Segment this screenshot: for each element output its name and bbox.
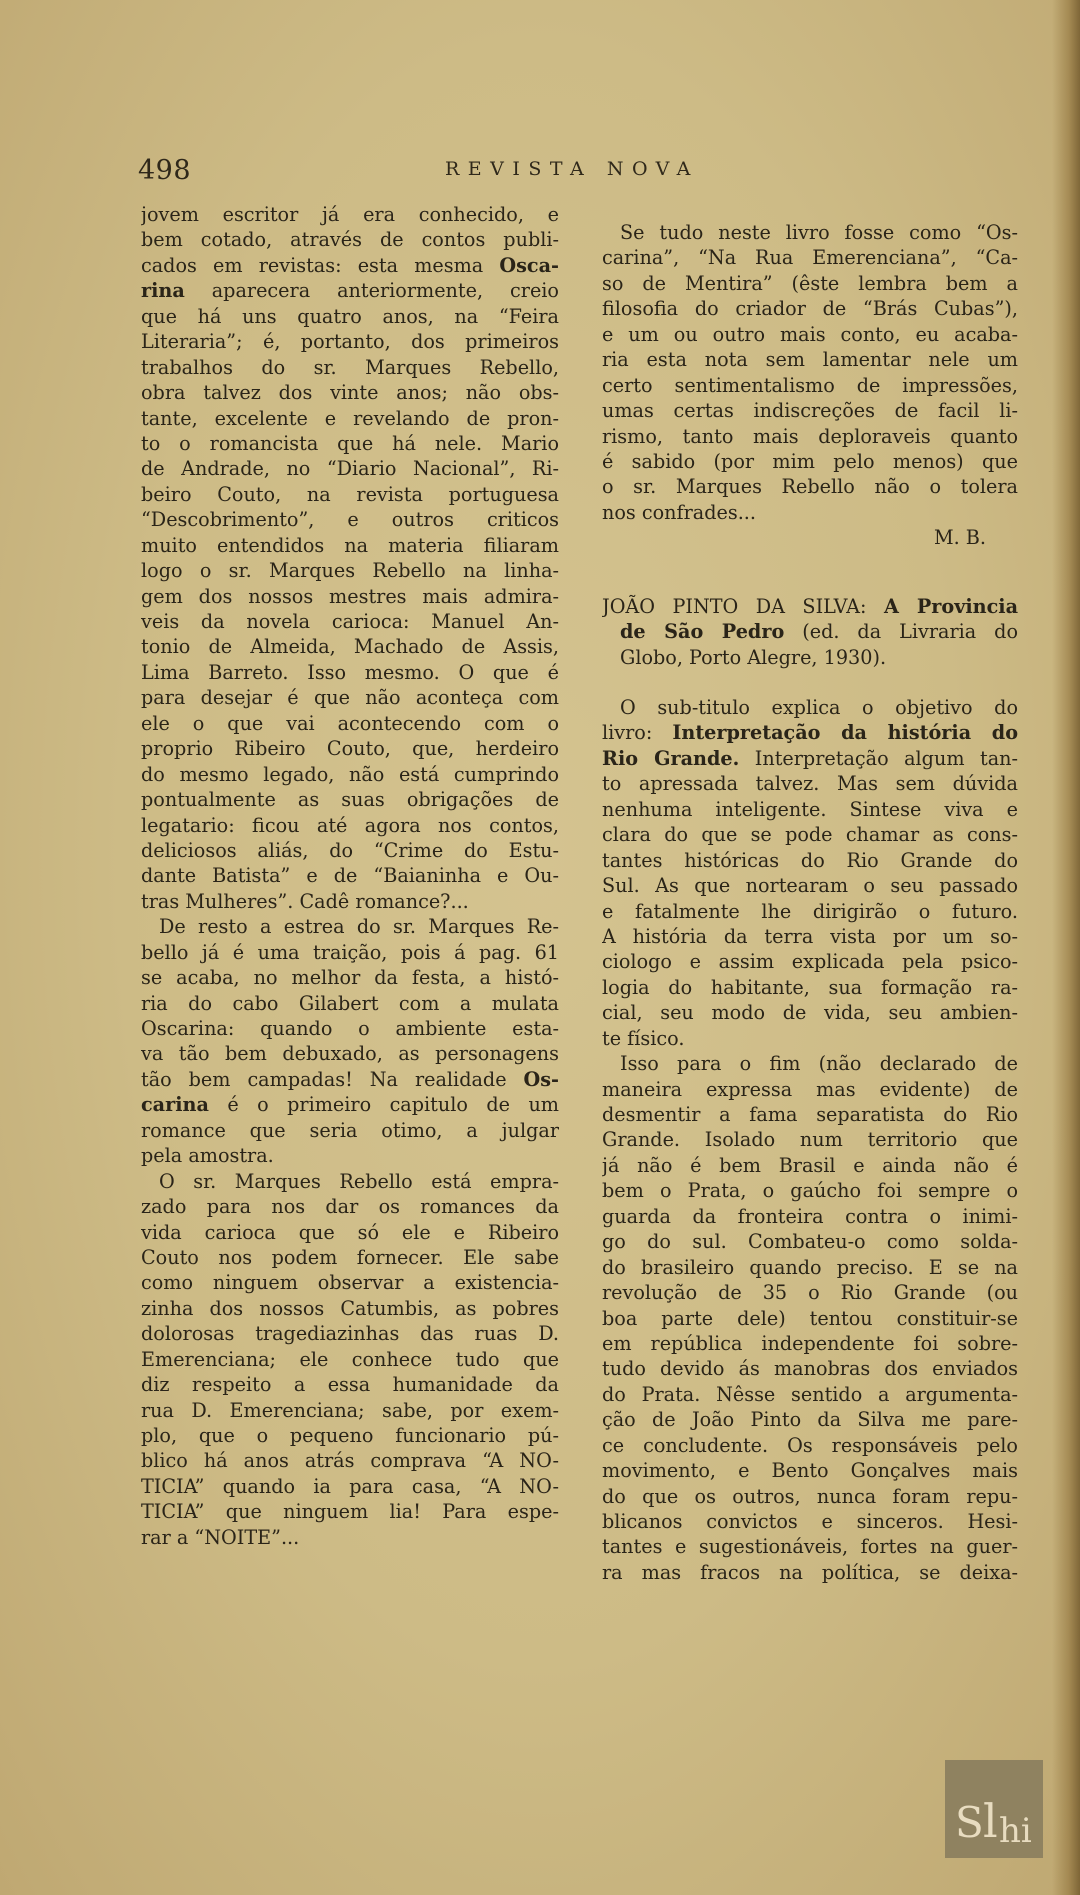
text-line: [141, 1194, 559, 1219]
text-line: [602, 899, 1018, 924]
text-run: tão bem campadas! Na realidade: [141, 1067, 524, 1091]
text-line: [141, 1041, 559, 1066]
text-run: ele o que vai acontecendo com o: [141, 711, 559, 735]
text-run: Oscarina: quando o ambiente esta-: [141, 1017, 559, 1040]
text-run: do mesmo legado, não está cumprindo: [141, 762, 559, 786]
text-line: [141, 202, 559, 227]
bold-run: rina: [141, 279, 185, 303]
text-line: [602, 500, 1018, 525]
text-run: que há uns quatro anos, na “Feira: [141, 304, 559, 328]
text-line: [141, 558, 559, 583]
text-run: Isso para o fim (não declarado de: [620, 1052, 1018, 1076]
text-run: so de Mentira” (êste lembra bem a: [602, 271, 1018, 295]
text-run: certo sentimentalismo de impressões,: [602, 373, 1018, 397]
text-run: blicanos convictos e sinceros. Hesi-: [602, 1510, 1018, 1533]
text-run: é sabido (por mim pelo menos) que: [602, 449, 1018, 473]
text-run: diz respeito a essa humanidade da: [141, 1373, 559, 1397]
text-line: [141, 584, 559, 609]
text-run: beiro Couto, na revista portuguesa: [141, 482, 559, 506]
text-line: [141, 1474, 559, 1499]
text-line: [141, 1169, 559, 1194]
text-run: bem o Prata, o gaúcho foi sempre o: [602, 1179, 1018, 1203]
text-run: Se tudo neste livro fosse como “Os-: [620, 221, 1018, 244]
text-line: [141, 533, 559, 558]
page-number: 498: [138, 155, 192, 186]
text-run: livro:: [602, 721, 673, 745]
right-column: [602, 220, 1018, 1585]
text-line: [602, 1382, 1018, 1407]
text-run: do brasileiro quando preciso. E se na: [602, 1255, 1018, 1279]
text-run: logo o sr. Marques Rebello na linha-: [141, 559, 559, 583]
text-line: [141, 685, 559, 710]
text-run: já não é bem Brasil e ainda não é: [602, 1153, 1018, 1177]
text-run: bem cotado, através de contos publi-: [141, 228, 559, 252]
text-line: [602, 245, 1018, 270]
bold-run: Osca-: [499, 253, 559, 277]
text-line: [141, 1143, 559, 1168]
text-line: [602, 720, 1018, 745]
bold-run: Rio Grande.: [602, 746, 740, 770]
text-line: [141, 762, 559, 787]
text-line: [141, 1423, 559, 1448]
text-line: [602, 822, 1018, 847]
text-line: [141, 278, 559, 303]
text-line: [602, 474, 1018, 499]
text-line: [602, 975, 1018, 1000]
text-line: [141, 609, 559, 634]
text-line: [602, 1077, 1018, 1102]
text-run: filosofia do criador de “Brás Cubas”),: [602, 297, 1018, 321]
text-run: guarda da fronteira contra o inimi-: [602, 1204, 1018, 1228]
text-run: go do sul. Combateu-o como solda-: [602, 1230, 1018, 1254]
text-run: bello já é uma traição, pois á pag. 61: [141, 940, 559, 964]
text-run: TICIA” que ninguem lia! Para espe-: [141, 1500, 559, 1524]
text-run: jovem escritor já era conhecido, e: [141, 203, 559, 226]
text-run: O sr. Marques Rebello está empra-: [159, 1169, 559, 1193]
text-run: tantes históricas do Rio Grande do: [602, 848, 1018, 872]
text-line: [141, 1118, 559, 1143]
text-run: JOÃO PINTO DA SILVA:: [602, 594, 884, 618]
text-run: zinha dos nossos Catumbis, as pobres: [141, 1296, 559, 1320]
text-line: [602, 1178, 1018, 1203]
text-line: [141, 634, 559, 659]
text-line: [602, 296, 1018, 321]
text-line: [602, 1280, 1018, 1305]
text-line: [602, 398, 1018, 423]
text-line: [141, 991, 559, 1016]
text-run: cados em revistas: esta mesma: [141, 253, 500, 277]
text-line: [602, 1407, 1018, 1432]
text-run: dante Batista” e de “Baianinha e Ou-: [141, 864, 559, 888]
text-run: tantes e sugestionáveis, fortes na guer-: [602, 1535, 1018, 1559]
text-run: pela amostra.: [141, 1144, 274, 1168]
text-run: trabalhos do sr. Marques Rebello,: [141, 355, 559, 379]
text-run: rismo, tanto mais deploraveis quanto: [602, 424, 1018, 448]
text-line: [141, 1067, 559, 1092]
text-line: [141, 838, 559, 863]
text-run: carina”, “Na Rua Emerenciana”, “Ca-: [602, 246, 1018, 270]
text-run: nenhuma inteligente. Sintese viva e: [602, 797, 1018, 821]
text-run: va tão bem debuxado, as personagens: [141, 1042, 559, 1066]
text-line: [141, 787, 559, 812]
text-line: [141, 1270, 559, 1295]
text-run: Globo, Porto Alegre, 1930).: [620, 645, 887, 669]
text-line: [602, 1000, 1018, 1025]
text-line: [141, 355, 559, 380]
text-line: [141, 1398, 559, 1423]
left-column-text: [141, 202, 559, 1550]
text-run: para desejar é que não aconteça com: [141, 686, 559, 710]
text-run: legatario: ficou até agora nos contos,: [141, 813, 559, 837]
text-line: [602, 1127, 1018, 1152]
bold-run: Interpretação da história do: [672, 721, 1018, 745]
review-conclusion: [602, 220, 1018, 525]
text-run: se acaba, no melhor da festa, a histó-: [141, 966, 559, 990]
text-run: muito entendidos na materia filiaram: [141, 533, 559, 557]
text-line: [141, 1016, 559, 1041]
left-column: [141, 202, 559, 1550]
text-run: zado para nos dar os romances da: [141, 1195, 559, 1219]
text-run: e fatalmente lhe dirigirão o futuro.: [602, 899, 1018, 923]
text-run: O sub-titulo explica o objetivo do: [620, 696, 1018, 719]
text-run: e um ou outro mais conto, eu acaba-: [602, 322, 1018, 346]
text-run: boa parte dele) tentou constituir-se: [602, 1306, 1018, 1330]
text-line: [602, 449, 1018, 474]
text-run: do Prata. Nêsse sentido a argumenta-: [602, 1382, 1018, 1406]
text-run: rua D. Emerenciana; sabe, por exem-: [141, 1398, 559, 1422]
text-line: [602, 1051, 1018, 1076]
text-run: gem dos nossos mestres mais admira-: [141, 584, 559, 608]
text-run: TICIA” quando ia para casa, “A NO-: [141, 1474, 559, 1498]
text-run: Sul. As que nortearam o seu passado: [602, 874, 1018, 898]
review-body: [602, 695, 1018, 1585]
text-line: [602, 1484, 1018, 1509]
text-line: [141, 380, 559, 405]
text-line: [602, 322, 1018, 347]
text-line: [602, 271, 1018, 296]
section-gap: [602, 551, 1018, 576]
text-line: [141, 507, 559, 532]
text-line: [141, 1296, 559, 1321]
text-line: [141, 660, 559, 685]
text-line: [602, 924, 1018, 949]
text-line: [141, 1499, 559, 1524]
text-line: [141, 304, 559, 329]
text-line: [602, 873, 1018, 898]
text-line: [602, 797, 1018, 822]
text-line: [141, 406, 559, 431]
bold-run: A Provincia: [883, 594, 1018, 618]
text-run: Couto nos podem fornecer. Ele sabe: [141, 1245, 559, 1269]
text-run: é o primeiro capitulo de um: [208, 1093, 559, 1117]
logo-letter-s: S: [955, 1798, 984, 1847]
text-line: [602, 1204, 1018, 1229]
logo-letter-l: l: [983, 1794, 998, 1848]
text-line: [602, 645, 1018, 670]
text-line: [602, 1229, 1018, 1254]
text-run: clara do que se pode chamar as cons-: [602, 823, 1018, 847]
text-line: [141, 813, 559, 838]
text-run: o sr. Marques Rebello não o tolera: [602, 475, 1018, 499]
text-run: do que os outros, nunca foram repu-: [602, 1484, 1018, 1508]
text-run: De resto a estrea do sr. Marques Re-: [159, 915, 559, 939]
text-line: [141, 1372, 559, 1397]
text-line: [141, 253, 559, 278]
text-run: proprio Ribeiro Couto, que, herdeiro: [141, 737, 559, 761]
text-run: blico há anos atrás comprava “A NO-: [141, 1449, 559, 1473]
text-line: [141, 711, 559, 736]
text-line: [602, 220, 1018, 245]
text-line: [141, 940, 559, 965]
text-run: obra talvez dos vinte anos; não obs-: [141, 381, 559, 405]
text-line: [602, 1102, 1018, 1127]
text-run: nos confrades...: [602, 500, 757, 524]
text-run: umas certas indiscreções de facil li-: [602, 399, 1018, 423]
text-run: to o romancista que há nele. Mario: [141, 431, 559, 455]
text-run: revolução de 35 o Rio Grande (ou: [602, 1281, 1018, 1305]
text-run: Literaria”; é, portanto, dos primeiros: [141, 330, 559, 354]
text-line: [602, 619, 1018, 644]
text-run: “Descobrimento”, e outros criticos: [141, 508, 559, 532]
text-line: [141, 1321, 559, 1346]
text-line: [602, 949, 1018, 974]
text-line: [141, 1347, 559, 1372]
bold-run: carina: [141, 1093, 209, 1117]
text-run: como ninguem observar a existencia-: [141, 1271, 559, 1295]
text-run: Emerenciana; ele conhece tudo que: [141, 1347, 559, 1371]
text-line: [602, 1026, 1018, 1051]
text-run: Interpretação algum tan-: [739, 746, 1018, 770]
text-run: veis da novela carioca: Manuel An-: [141, 610, 559, 633]
text-line: [602, 1534, 1018, 1559]
section-gap: [602, 576, 1018, 594]
page-edge-shadow: [1052, 0, 1080, 1895]
text-run: tonio de Almeida, Machado de Assis,: [141, 635, 559, 659]
text-line: [141, 965, 559, 990]
text-line: [141, 227, 559, 252]
text-run: maneira expressa mas evidente) de: [602, 1077, 1018, 1101]
text-line: [602, 347, 1018, 372]
text-run: plo, que o pequeno funcionario pú-: [141, 1424, 559, 1447]
text-line: [602, 1458, 1018, 1483]
text-line: [141, 736, 559, 761]
text-run: to apressada talvez. Mas sem dúvida: [602, 772, 1018, 796]
text-run: ria esta nota sem lamentar nele um: [602, 348, 1018, 372]
text-run: vida carioca que só ele e Ribeiro: [141, 1220, 559, 1244]
text-line: [602, 424, 1018, 449]
text-line: [141, 1245, 559, 1270]
text-line: [141, 482, 559, 507]
text-run: dolorosas tragediazinhas das ruas D.: [141, 1322, 559, 1346]
text-line: [602, 1509, 1018, 1534]
text-line: [602, 594, 1018, 619]
text-run: ria do cabo Gilabert com a mulata: [141, 991, 559, 1015]
text-run: ce concludente. Os responsáveis pelo: [602, 1433, 1018, 1457]
text-run: em república independente foi sobre-: [602, 1331, 1018, 1355]
text-line: [141, 1525, 559, 1550]
text-run: ciologo e assim explicada pela psico-: [602, 950, 1018, 974]
text-line: [602, 1153, 1018, 1178]
text-line: [602, 848, 1018, 873]
text-line: [602, 1433, 1018, 1458]
slhi-logo: [945, 1760, 1043, 1858]
text-run: de Andrade, no “Diario Nacional”, Ri-: [141, 457, 559, 481]
text-run: Grande. Isolado num territorio que: [602, 1128, 1018, 1152]
bold-run: de São Pedro: [620, 620, 785, 644]
text-run: tudo devido ás manobras dos enviados: [602, 1357, 1018, 1381]
text-line: [141, 329, 559, 354]
text-run: te físico.: [602, 1026, 685, 1050]
text-run: tante, excelente e revelando de pron-: [141, 406, 559, 430]
text-line: [141, 889, 559, 914]
text-run: aparecera anteriormente, creio: [184, 279, 559, 303]
text-run: A história da terra vista por um so-: [602, 924, 1018, 948]
text-line: [602, 771, 1018, 796]
text-run: romance que seria otimo, a julgar: [141, 1118, 559, 1142]
text-line: [141, 431, 559, 456]
text-line: [602, 1560, 1018, 1585]
text-line: [141, 1448, 559, 1473]
text-line: [602, 695, 1018, 720]
text-line: [141, 863, 559, 888]
review-heading: [602, 594, 1018, 670]
text-line: [141, 1220, 559, 1245]
text-line: [141, 1092, 559, 1117]
text-line: [602, 1356, 1018, 1381]
text-line: [602, 746, 1018, 771]
text-line: [602, 1306, 1018, 1331]
text-run: (ed. da Livraria do: [784, 620, 1018, 644]
text-run: logia do habitante, sua formação ra-: [602, 975, 1018, 999]
section-gap: [602, 670, 1018, 695]
text-run: tras Mulheres”. Cadê romance?...: [141, 889, 469, 913]
text-run: rar a “NOITE”...: [141, 1525, 300, 1549]
text-run: pontualmente as suas obrigações de: [141, 788, 559, 812]
bold-run: Os-: [523, 1067, 559, 1091]
running-head: REVISTA NOVA: [445, 158, 699, 180]
text-run: deliciosos aliás, do “Crime do Estu-: [141, 838, 559, 862]
text-line: [602, 1331, 1018, 1356]
logo-letters-hi: hi: [999, 1811, 1032, 1851]
review-signature: M. B.: [933, 526, 986, 550]
text-line: [602, 373, 1018, 398]
text-run: movimento, e Bento Gonçalves mais: [602, 1459, 1018, 1483]
text-line: [602, 1255, 1018, 1280]
text-line: [141, 914, 559, 939]
text-line: [141, 456, 559, 481]
text-run: ra mas fracos na política, se deixa-: [602, 1560, 1018, 1584]
text-run: desmentir a fama separatista do Rio: [602, 1103, 1018, 1126]
text-run: ção de João Pinto da Silva me pare-: [602, 1408, 1018, 1432]
text-run: cial, seu modo de vida, seu ambien-: [602, 1001, 1018, 1025]
text-run: Lima Barreto. Isso mesmo. O que é: [141, 660, 559, 684]
